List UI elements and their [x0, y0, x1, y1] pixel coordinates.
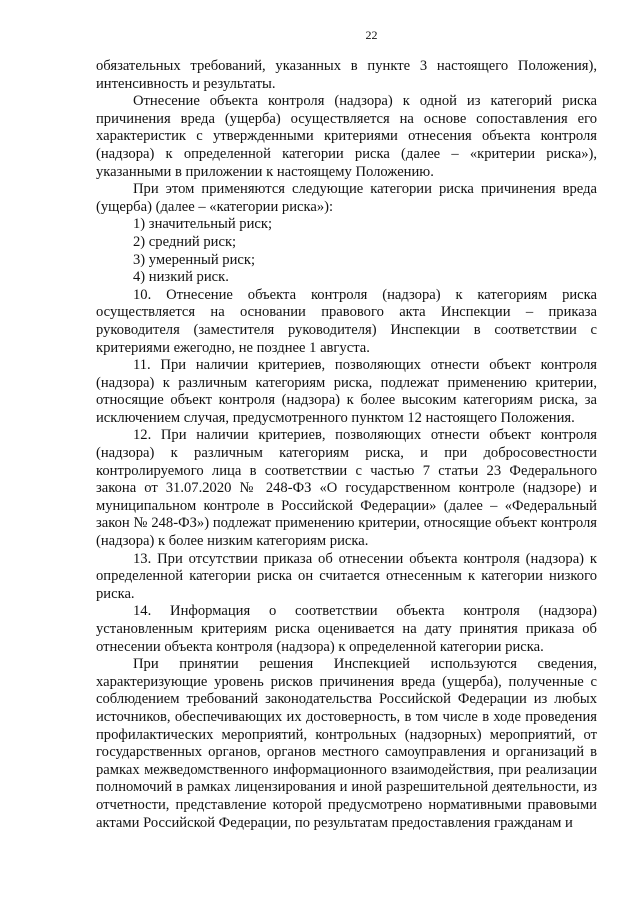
paragraph-12: 12. При наличии критериев, позволяющих отнести объект контроля (надзора) к различным категориям риска, и при добросовестности контролируемого лица в соответствии с частью 7 статьи 23 Федерального закона от 31.07.2020 № 248-ФЗ «О государственном контроле (надзоре) и муниципальном контроле в Российской Федерации» (далее – «Федеральный закон № 248-ФЗ») подлежат применению критерии, относящие объект контроля (надзора) к более низким категориям риска. — [96, 427, 597, 550]
list-item: 2) средний риск; — [133, 233, 237, 250]
paragraph-intro-continuation: обязательных требований, указанных в пункте 3 настоящего Положения), интенсивность и результаты. — [96, 58, 597, 92]
paragraph-13: 13. При отсутствии приказа об отнесении объекта контроля (надзора) к определенной категории риска он считается отнесенным к категории низкого риска. — [96, 550, 597, 602]
paragraph-11: 11. При наличии критериев, позволяющих отнести объект контроля (надзора) к различным категориям риска, подлежат применению критерии, относящие объект контроля (надзора) к более высоким категориям риска, за исключением случая, предусмотренного пунктом 12 настоящего Положения. — [96, 357, 597, 426]
document-body — [96, 58, 597, 832]
paragraph-risk-categories-intro: При этом применяются следующие категории риска причинения вреда (ущерба) (далее – «категории риска»): — [96, 181, 597, 215]
list-item: 3) умеренный риск; — [133, 251, 256, 268]
risk-category-list — [96, 216, 597, 286]
list-item: 4) низкий риск. — [133, 269, 229, 286]
list-item: 1) значительный риск; — [133, 216, 273, 233]
paragraph-decision-sources: При принятии решения Инспекцией используются сведения, характеризующие уровень рисков причинения вреда (ущерба), полученные с соблюдением требований законодательства Российской Федерации из любых источников, обеспечивающих их достоверность, в том числе в ходе проведения профилактических мероприятий, контрольных (надзорных) мероприятий, от государственных органов, органов местного самоуправления и организаций в рамках межведомственного информационного взаимодействия, при реализации полномочий в рамках лицензирования и иной разрешительной деятельности, из отчетности, представление которой предусмотрено нормативными правовыми актами Российской Федерации, по результатам предоставления гражданам и — [96, 656, 597, 831]
paragraph-risk-assignment: Отнесение объекта контроля (надзора) к одной из категорий риска причинения вреда (ущерба) осуществляется на основе сопоставления его характеристик с утвержденными критериями отнесения объекта контроля (надзора) к определенной категории риска (далее – «критерии риска»), указанными в приложении к настоящему Положению. — [96, 93, 597, 180]
page-number: 22 — [365, 28, 378, 42]
paragraph-10: 10. Отнесение объекта контроля (надзора) к категориям риска осуществляется на основании правового акта Инспекции – приказа руководителя (заместителя руководителя) Инспекции в соответствии с критериями ежегодно, не позднее 1 августа. — [96, 286, 597, 356]
paragraph-14: 14. Информация о соответствии объекта контроля (надзора) установленным критериям риска оценивается на дату принятия приказа об отнесении объекта контроля (надзора) к определенной категории риска. — [96, 603, 597, 655]
